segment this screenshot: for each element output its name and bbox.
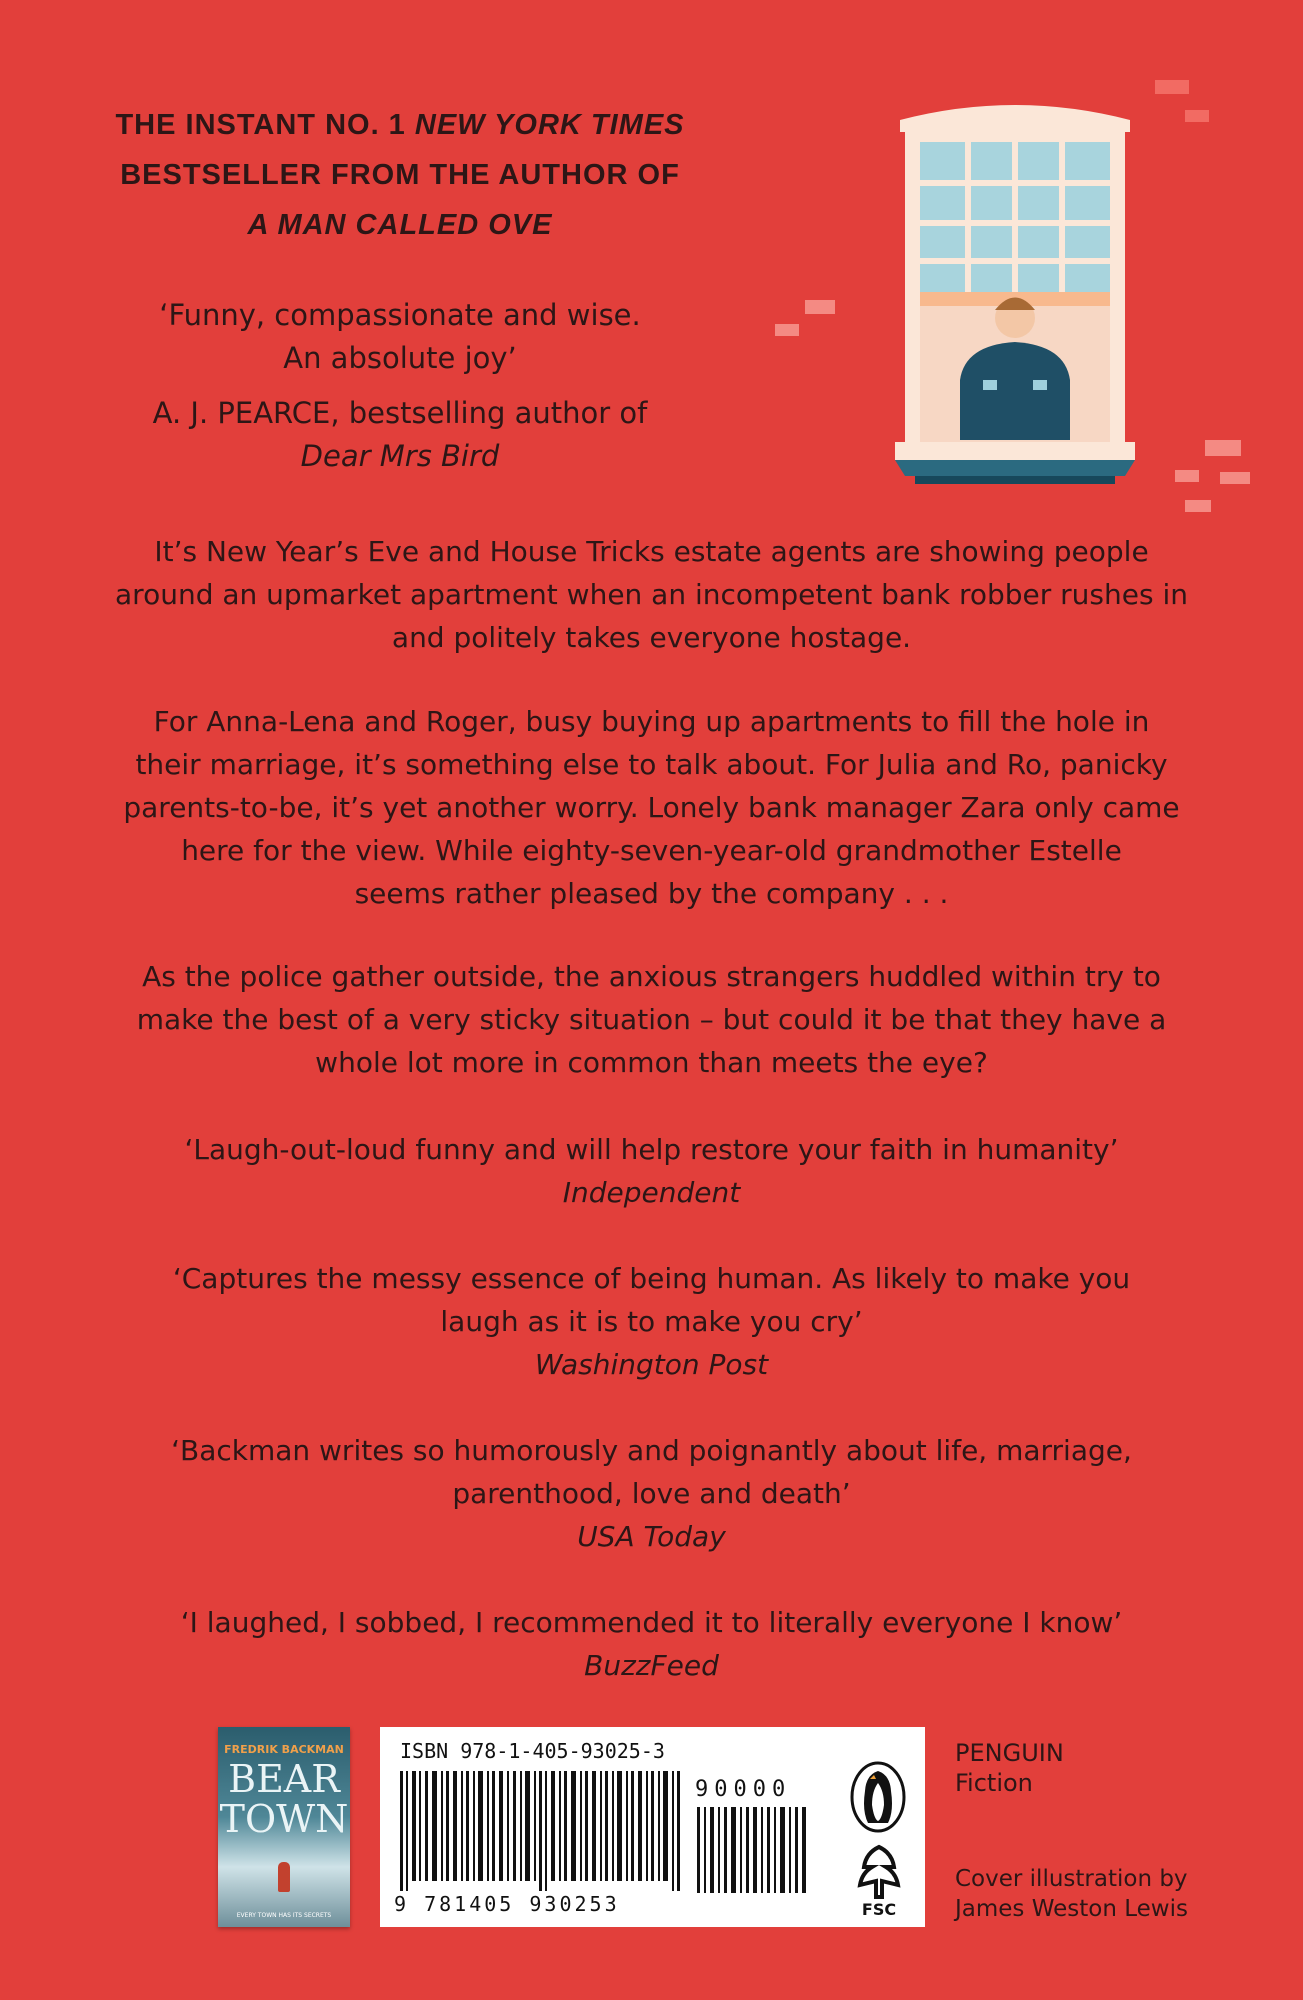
bear-town-book-cover [218,1727,350,1927]
publisher-category: Fiction [955,1769,1033,1797]
quote-source: Washington Post [534,1348,769,1381]
headline-line-1-text: THE INSTANT NO. 1 [115,109,415,141]
window-illustration [765,80,1265,540]
quote-source: BuzzFeed [584,1649,719,1682]
isbn-label: ISBN 978-1-405-93025-3 [400,1739,665,1763]
headline-newspaper: NEW YORK TIMES [414,109,685,141]
review-quote-independent [110,1128,1193,1214]
quote-line: ‘Backman writes so humorously and poignantly about life, marriage, [171,1434,1132,1467]
paragraph-line: around an upmarket apartment when an incompetent bank robber rushes in [115,578,1188,611]
paragraph-line: and politely takes everyone hostage. [391,621,912,654]
quote-line: ‘Captures the messy essence of being human. As likely to make you [172,1262,1131,1295]
barcode-icon [392,1771,702,1893]
quote-source: USA Today [577,1520,726,1553]
price-code: 90000 [695,1777,792,1802]
paragraph-line: parents-to-be, it’s yet another worry. Lonely bank manager Zara only came [123,791,1180,824]
credit-line-2: James Weston Lewis [955,1896,1188,1922]
review-quote-buzzfeed [110,1601,1193,1687]
mini-book-tagline: EVERY TOWN HAS ITS SECRETS [236,1912,332,1919]
mini-book-title-line-1: BEAR [228,1757,340,1801]
paragraph-line: their marriage, it’s something else to talk about. For Julia and Ro, panicky [135,748,1168,781]
paragraph-line: It’s New Year’s Eve and House Tricks estate agents are showing people [154,535,1149,568]
addon-barcode-icon [695,1807,815,1893]
publisher-info [955,1738,1064,1798]
top-quote-line-2: An absolute joy’ [283,341,517,375]
mini-book-author: FREDRIK BACKMAN [224,1743,344,1756]
review-quote-washington-post [110,1257,1193,1386]
quote-line: parenthood, love and death’ [452,1477,851,1510]
headline-line-1 [100,100,700,150]
quote-line: ‘Laugh-out-loud funny and will help restore your faith in humanity’ [184,1133,1119,1166]
barcode-digits: 9 781405 930253 [394,1892,620,1916]
publisher-name: PENGUIN [955,1739,1064,1767]
paragraph-line: seems rather pleased by the company . . . [354,877,949,910]
top-quote-attribution [100,392,700,478]
headline-line-3: A MAN CALLED OVE [247,209,553,241]
top-quote-line-1: ‘Funny, compassionate and wise. [159,298,641,332]
quote-source: Independent [562,1176,741,1209]
description-paragraph-2 [110,700,1193,915]
mini-book-title-line-2: TOWN [219,1797,349,1841]
mini-book-title [218,1759,350,1839]
headline-line-2: BESTSELLER FROM THE AUTHOR OF [120,159,680,191]
barcode-box [380,1727,925,1927]
quote-line: laugh as it is to make you cry’ [440,1305,863,1338]
mini-book-figure-icon [278,1862,290,1892]
quote-line: ‘I laughed, I sobbed, I recommended it to literally everyone I know’ [180,1606,1123,1639]
paragraph-line: For Anna-Lena and Roger, busy buying up apartments to fill the hole in [153,705,1150,738]
paragraph-line: As the police gather outside, the anxious strangers huddled within try to [142,960,1161,993]
attribution-line: A. J. PEARCE, bestselling author of [152,396,648,430]
attribution-title: Dear Mrs Bird [300,439,500,473]
cover-credit [955,1864,1188,1924]
headline [100,100,700,250]
fsc-label: FSC [861,1900,897,1919]
paragraph-line: make the best of a very sticky situation – but could it be that they have a [136,1003,1167,1036]
credit-line-1: Cover illustration by [955,1866,1188,1892]
paragraph-line: whole lot more in common than meets the eye? [315,1046,988,1079]
top-quote [100,294,700,380]
description-paragraph-3 [110,955,1193,1084]
penguin-logo-icon [850,1761,906,1833]
review-quote-usa-today [110,1429,1193,1558]
description-paragraph-1 [110,530,1193,659]
paragraph-line: here for the view. While eighty-seven-year-old grandmother Estelle [181,834,1122,867]
fsc-logo-icon [846,1841,912,1919]
